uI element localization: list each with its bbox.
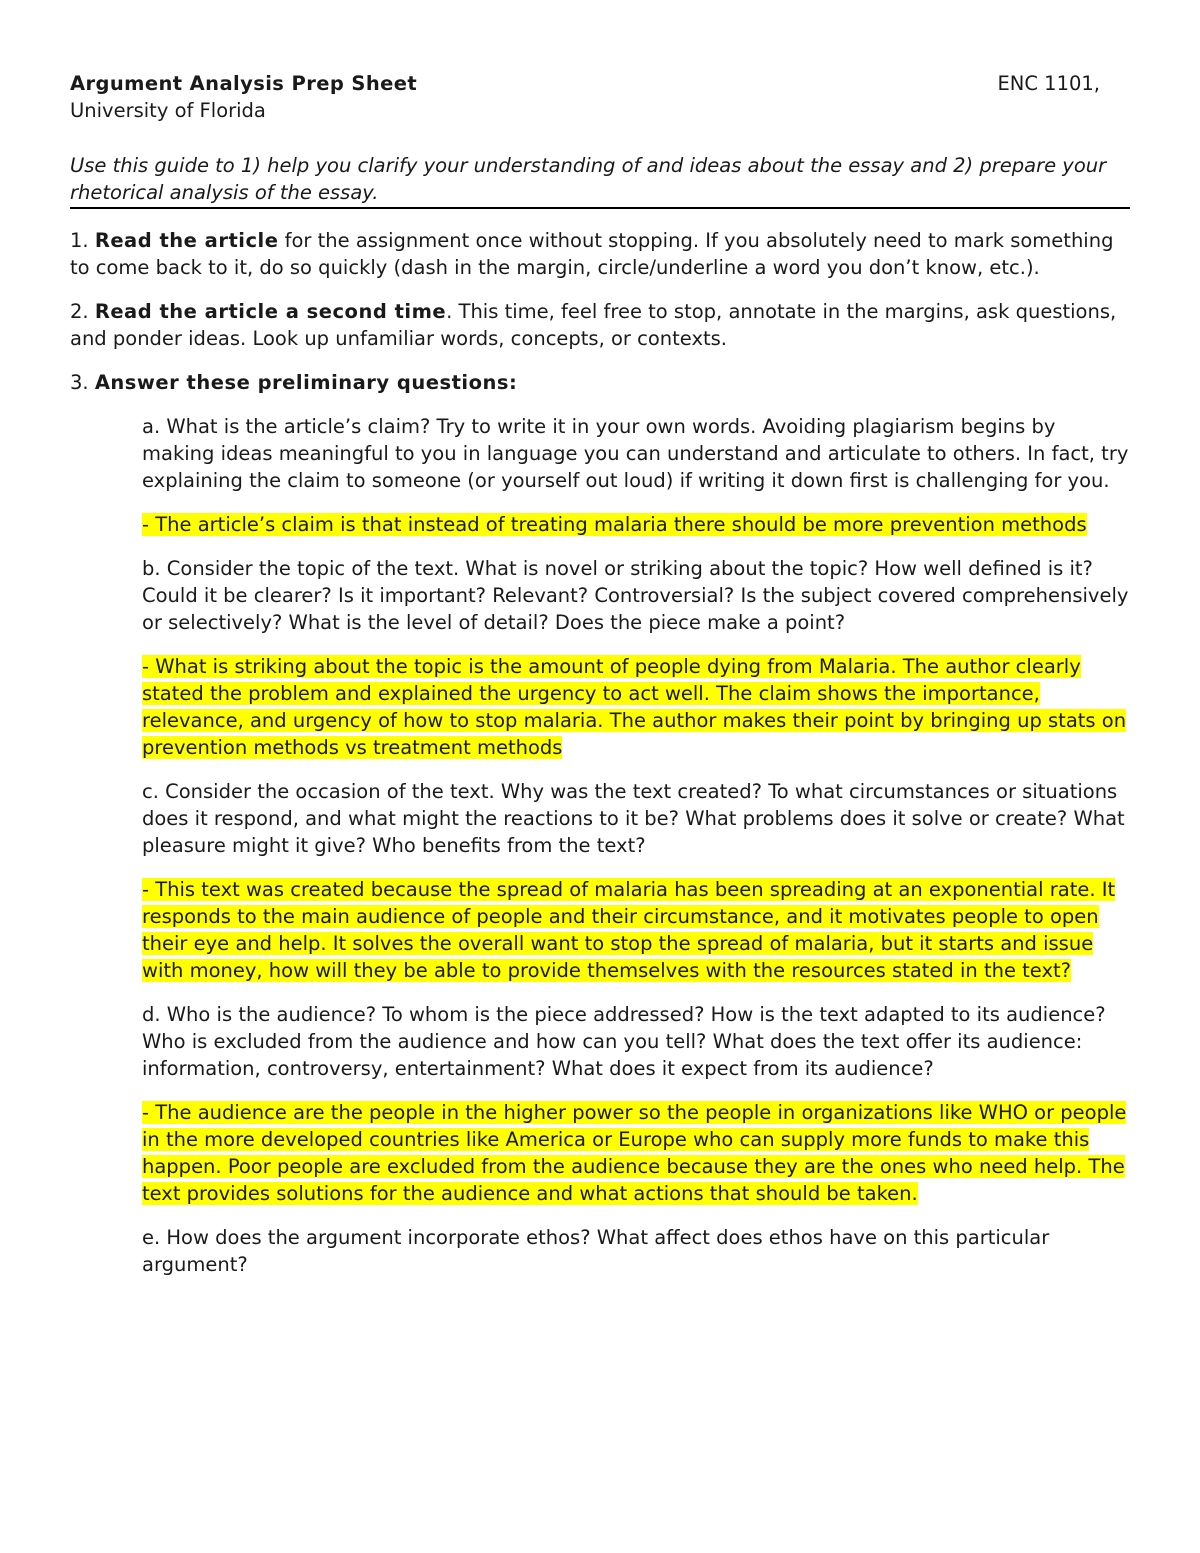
step-heading: Read the article a second time: [94, 300, 447, 323]
highlighted-answer: - This text was created because the spread of malaria has been spreading at an exponential rate. It responds to the main audience of people and their circumstance, and it motivates people to open their eye and help. It solves the overall want to stop the spread of malaria, but it starts and issue with money, how will they be able to provide themselves with the resources stated in the text?: [142, 878, 1116, 982]
step-heading: Answer these preliminary questions:: [94, 371, 518, 394]
document-title: Argument Analysis Prep Sheet: [70, 72, 418, 95]
question-a: a. What is the article’s claim? Try to write it in your own words. Avoiding plagiarism begins by making ideas meaningful to you in language you can understand and articulate to others. In fact, try explaining the claim to someone (or yourself out loud) if writing it down first is challenging for you.: [142, 415, 1129, 492]
answer-b: [142, 653, 1130, 761]
step-1: [70, 227, 1130, 281]
step-2: [70, 298, 1130, 352]
question-d: d. Who is the audience? To whom is the piece addressed? How is the text adapted to its audience? Who is excluded from the audience and how can you tell? What does the text offer its audience: information, controversy, entertainment? What does it expect from its audience?: [142, 1003, 1106, 1080]
question-b: b. Consider the topic of the text. What is novel or striking about the topic? How well defined is it? Could it be clearer? Is it important? Relevant? Controversial? Is the subject covered comprehensively or selectively? What is the level of detail? Does the piece make a point?: [142, 557, 1129, 634]
step-text: for the assignment once without stopping. If you absolutely need to mark something to come back to it, do so quickly (dash in the margin, circle/underline a word you don’t know, etc.).: [70, 229, 1114, 279]
header-divider: [70, 207, 1130, 209]
step-heading: Read the article: [94, 229, 279, 252]
answer-c: [142, 876, 1130, 984]
header-row: [70, 70, 1100, 97]
highlighted-answer: - The audience are the people in the higher power so the people in organizations like WHO or people in the more developed countries like America or Europe who can supply more funds to make this happen. Poor people are excluded from the audience because they are the ones who need help. The text provides solutions for the audience and what actions that should be taken.: [142, 1101, 1127, 1205]
step-text: . This time, feel free to stop, annotate in the margins, ask questions, and ponder ideas. Look up unfamiliar words, concepts, or contexts.: [70, 300, 1117, 350]
question-e: e. How does the argument incorporate ethos? What affect does ethos have on this particular argument?: [142, 1226, 1050, 1276]
step-3: [70, 369, 1130, 396]
document-page: [70, 70, 1130, 1295]
step-number: 1.: [70, 229, 89, 252]
course-code: ENC 1101,: [997, 72, 1100, 95]
highlighted-answer: - The article’s claim is that instead of treating malaria there should be more prevention methods: [142, 513, 1087, 536]
step-number: 2.: [70, 300, 89, 323]
highlighted-answer: - What is striking about the topic is the amount of people dying from Malaria. The author clearly stated the problem and explained the urgency to act well. The claim shows the importance, relevance, and urgency of how to stop malaria. The author makes their point by bringing up stats on prevention methods vs treatment methods: [142, 655, 1127, 759]
intro-instructions: Use this guide to 1) help you clarify your understanding of and ideas about the essay and 2) prepare your rhetorical analysis of the essay.: [70, 154, 1107, 204]
answer-a: [142, 511, 1130, 538]
question-c: c. Consider the occasion of the text. Why was the text created? To what circumstances or situations does it respond, and what might the reactions to it be? What problems does it solve or create? What pleasure might it give? Who benefits from the text?: [142, 780, 1125, 857]
step-number: 3.: [70, 371, 89, 394]
university-name: University of Florida: [70, 99, 266, 122]
answer-d: [142, 1099, 1130, 1207]
